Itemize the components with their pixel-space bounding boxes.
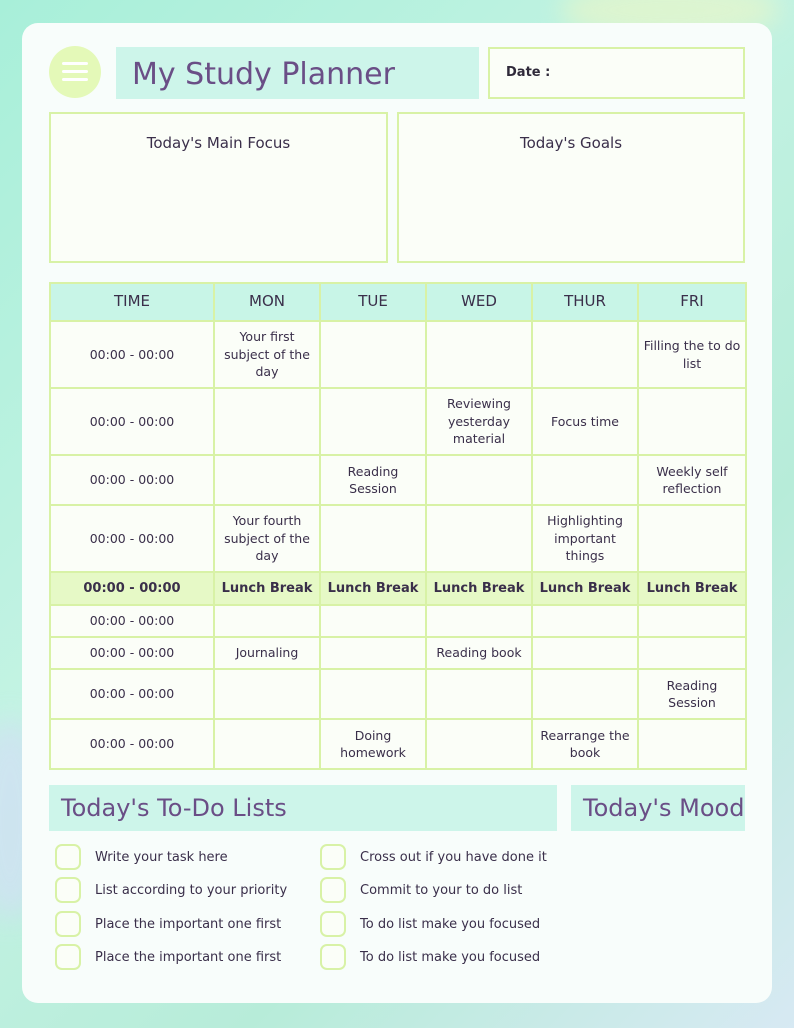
schedule-cell[interactable]: Doing homework [320, 719, 426, 769]
date-field[interactable] [488, 47, 745, 99]
table-row [50, 505, 746, 572]
goals-label: Today's Goals [519, 134, 623, 152]
todo-text: Cross out if you have done it [360, 849, 547, 865]
schedule-cell[interactable] [638, 388, 746, 455]
time-cell[interactable]: 00:00 - 00:00 [50, 572, 214, 605]
schedule-cell[interactable]: Rearrange the book [532, 719, 638, 769]
column-header: THUR [532, 283, 638, 321]
schedule-cell[interactable]: Lunch Break [532, 572, 638, 605]
menu-icon[interactable] [49, 46, 101, 98]
todo-checkbox[interactable] [320, 911, 346, 937]
schedule-cell[interactable] [532, 605, 638, 637]
todo-item [320, 911, 540, 937]
schedule-cell[interactable] [638, 605, 746, 637]
todo-item [55, 877, 287, 903]
todo-text: Commit to your to do list [360, 882, 523, 898]
time-cell[interactable]: 00:00 - 00:00 [50, 505, 214, 572]
todo-text: List according to your priority [95, 882, 288, 898]
schedule-cell[interactable]: Highlighting important things [532, 505, 638, 572]
todo-checkbox[interactable] [320, 944, 346, 970]
schedule-cell[interactable]: Filling the to do list [638, 321, 746, 388]
schedule-cell[interactable]: Lunch Break [638, 572, 746, 605]
todo-title: Today's To-Do Lists [61, 794, 287, 822]
todo-text: To do list make you focused [360, 949, 541, 965]
schedule-cell[interactable] [638, 719, 746, 769]
todo-item [320, 844, 547, 870]
schedule-cell[interactable] [426, 669, 532, 719]
schedule-cell[interactable]: Lunch Break [426, 572, 532, 605]
time-cell[interactable]: 00:00 - 00:00 [50, 669, 214, 719]
todo-item [320, 944, 540, 970]
todo-text: Place the important one first [95, 916, 282, 932]
todo-checkbox[interactable] [320, 877, 346, 903]
planner-page [22, 23, 772, 1003]
time-cell[interactable]: 00:00 - 00:00 [50, 321, 214, 388]
column-header: WED [426, 283, 532, 321]
schedule-cell[interactable]: Reading book [426, 637, 532, 669]
schedule-cell[interactable] [214, 388, 320, 455]
schedule-cell[interactable] [320, 605, 426, 637]
time-cell[interactable]: 00:00 - 00:00 [50, 605, 214, 637]
time-cell[interactable]: 00:00 - 00:00 [50, 455, 214, 505]
mood-header [571, 785, 745, 831]
schedule-cell[interactable]: Your first subject of the day [214, 321, 320, 388]
time-cell[interactable]: 00:00 - 00:00 [50, 637, 214, 669]
schedule-cell[interactable] [638, 637, 746, 669]
schedule-cell[interactable]: Lunch Break [320, 572, 426, 605]
schedule-cell[interactable] [426, 605, 532, 637]
schedule-cell[interactable] [426, 455, 532, 505]
todo-header [49, 785, 557, 831]
todo-text: Write your task here [95, 849, 228, 865]
todo-item [55, 944, 281, 970]
todo-checkbox[interactable] [55, 944, 81, 970]
todo-checkbox[interactable] [55, 877, 81, 903]
todo-checkbox[interactable] [320, 844, 346, 870]
table-row [50, 605, 746, 637]
column-header: TIME [50, 283, 214, 321]
todo-item [55, 911, 281, 937]
schedule-cell[interactable] [532, 637, 638, 669]
table-row [50, 669, 746, 719]
lunch-row [50, 572, 746, 605]
table-row [50, 388, 746, 455]
schedule-cell[interactable] [638, 505, 746, 572]
schedule-cell[interactable] [320, 388, 426, 455]
schedule-cell[interactable]: Reading Session [638, 669, 746, 719]
schedule-cell[interactable] [214, 455, 320, 505]
schedule-header-row [50, 283, 746, 321]
main-focus-box[interactable] [49, 112, 388, 263]
todo-text: To do list make you focused [360, 916, 541, 932]
schedule-cell[interactable] [426, 321, 532, 388]
schedule-cell[interactable] [532, 455, 638, 505]
schedule-table [49, 282, 747, 770]
time-cell[interactable]: 00:00 - 00:00 [50, 719, 214, 769]
table-row [50, 455, 746, 505]
column-header: MON [214, 283, 320, 321]
schedule-cell[interactable] [320, 505, 426, 572]
schedule-cell[interactable] [214, 719, 320, 769]
schedule-cell[interactable] [320, 321, 426, 388]
todo-item [55, 844, 228, 870]
schedule-cell[interactable]: Your fourth subject of the day [214, 505, 320, 572]
schedule-cell[interactable]: Reading Session [320, 455, 426, 505]
todo-checkbox[interactable] [55, 911, 81, 937]
goals-box[interactable] [397, 112, 745, 263]
column-header: TUE [320, 283, 426, 321]
schedule-cell[interactable] [214, 669, 320, 719]
schedule-cell[interactable] [320, 637, 426, 669]
schedule-cell[interactable] [426, 505, 532, 572]
mood-title: Today's Mood [583, 794, 745, 822]
column-header: FRI [638, 283, 746, 321]
schedule-cell[interactable] [532, 321, 638, 388]
table-row [50, 637, 746, 669]
todo-checkbox[interactable] [55, 844, 81, 870]
schedule-cell[interactable] [532, 669, 638, 719]
schedule-cell[interactable]: Focus time [532, 388, 638, 455]
title-banner [116, 47, 479, 99]
schedule-cell[interactable]: Journaling [214, 637, 320, 669]
todo-text: Place the important one first [95, 949, 282, 965]
schedule-cell[interactable] [320, 669, 426, 719]
schedule-cell[interactable]: Reviewing yesterday material [426, 388, 532, 455]
table-row [50, 719, 746, 769]
schedule-cell[interactable] [426, 719, 532, 769]
date-label: Date : [506, 65, 551, 80]
todo-item [320, 877, 522, 903]
main-focus-label: Today's Main Focus [146, 134, 291, 152]
schedule-cell[interactable] [214, 605, 320, 637]
schedule-cell[interactable]: Lunch Break [214, 572, 320, 605]
table-row [50, 321, 746, 388]
page-title: My Study Planner [132, 57, 395, 92]
time-cell[interactable]: 00:00 - 00:00 [50, 388, 214, 455]
schedule-cell[interactable]: Weekly self reflection [638, 455, 746, 505]
